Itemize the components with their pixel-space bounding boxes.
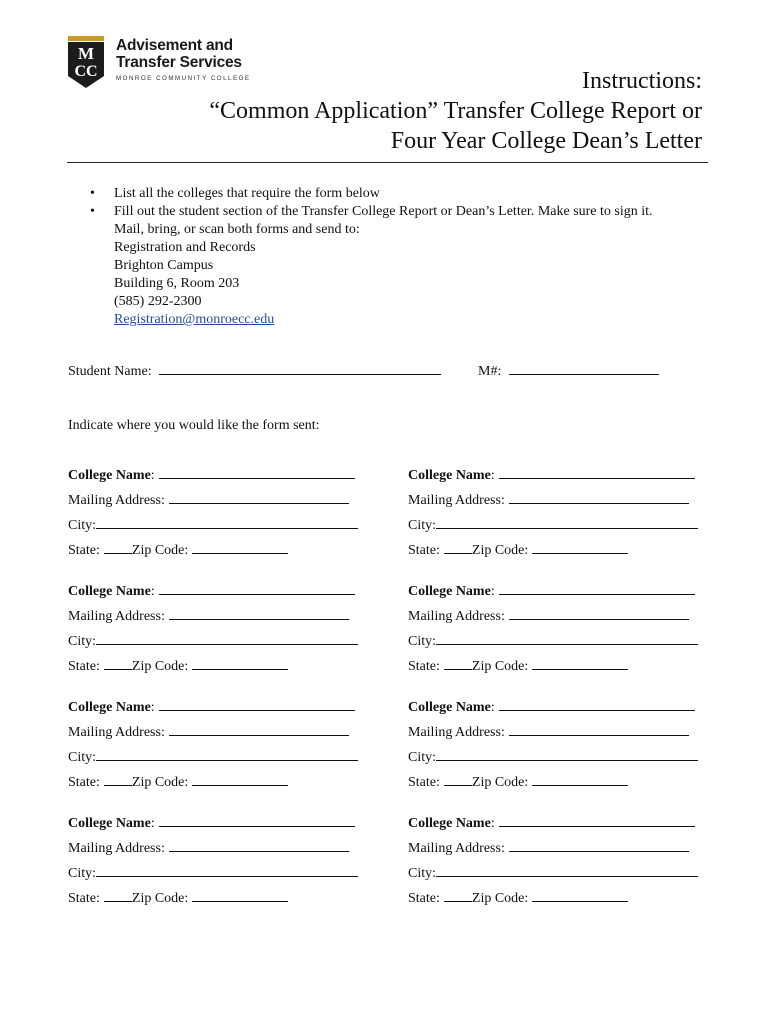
mailing-address-field[interactable] xyxy=(509,722,689,736)
college-name-label: College Name xyxy=(408,700,491,715)
logo-title-line1: Advisement and xyxy=(116,37,233,54)
mailing-address-label: Mailing Address: xyxy=(68,609,165,624)
logo-letters-bottom: CC xyxy=(74,63,98,80)
bullet-icon: • xyxy=(90,186,95,201)
page-title xyxy=(209,66,702,156)
zip-code-label: Zip Code: xyxy=(471,543,529,558)
state-label: State: xyxy=(68,775,100,790)
city-label: City: xyxy=(68,518,97,533)
zip-code-label: Zip Code: xyxy=(471,775,529,790)
state-label: State: xyxy=(68,659,100,674)
city-label: City: xyxy=(408,634,437,649)
phone-number: (585) 292-2300 xyxy=(114,294,202,309)
indicate-instruction: Indicate where you would like the form sent: xyxy=(68,418,320,433)
state-field[interactable] xyxy=(444,656,472,670)
college-name-label: College Name xyxy=(68,468,151,483)
college-name-field[interactable] xyxy=(499,465,695,479)
instruction-bullet-2 xyxy=(90,203,653,221)
instruction-text-2: Fill out the student section of the Transfer College Report or Dean’s Letter. Make sure to sign it. xyxy=(114,204,653,219)
student-name-label: Student Name: xyxy=(68,364,152,379)
college-name-colon: : xyxy=(490,468,495,483)
college-name-colon: : xyxy=(490,816,495,831)
city-field[interactable] xyxy=(96,863,358,877)
zip-code-field[interactable] xyxy=(532,772,628,786)
logo-letters-top: M xyxy=(77,44,95,63)
city-field[interactable] xyxy=(436,515,698,529)
instructions-list xyxy=(90,185,653,329)
state-label: State: xyxy=(408,891,440,906)
city-field[interactable] xyxy=(436,631,698,645)
zip-code-field[interactable] xyxy=(532,888,628,902)
title-line2: “Common Application” Transfer College Report or xyxy=(209,98,702,124)
college-name-field[interactable] xyxy=(499,813,695,827)
college-name-label: College Name xyxy=(408,816,491,831)
zip-code-field[interactable] xyxy=(192,772,288,786)
state-field[interactable] xyxy=(104,656,132,670)
mailing-address-label: Mailing Address: xyxy=(68,841,165,856)
college-name-field[interactable] xyxy=(499,697,695,711)
mailing-address-label: Mailing Address: xyxy=(68,725,165,740)
college-name-label: College Name xyxy=(408,468,491,483)
mcc-shield-icon xyxy=(68,36,104,88)
state-label: State: xyxy=(68,543,100,558)
college-name-colon: : xyxy=(490,700,495,715)
city-field[interactable] xyxy=(96,631,358,645)
zip-code-field[interactable] xyxy=(192,540,288,554)
college-name-field[interactable] xyxy=(159,465,355,479)
zip-code-label: Zip Code: xyxy=(131,891,189,906)
state-field[interactable] xyxy=(104,540,132,554)
title-line1: Instructions: xyxy=(582,68,702,94)
city-label: City: xyxy=(68,750,97,765)
city-field[interactable] xyxy=(96,515,358,529)
college-name-label: College Name xyxy=(68,584,151,599)
zip-code-label: Zip Code: xyxy=(131,775,189,790)
city-label: City: xyxy=(408,518,437,533)
state-label: State: xyxy=(408,775,440,790)
zip-code-field[interactable] xyxy=(192,656,288,670)
college-name-colon: : xyxy=(150,584,155,599)
mailing-address-label: Mailing Address: xyxy=(408,841,505,856)
mailing-address-field[interactable] xyxy=(169,838,349,852)
mailing-address-label: Mailing Address: xyxy=(408,493,505,508)
college-name-label: College Name xyxy=(68,816,151,831)
college-name-label: College Name xyxy=(68,700,151,715)
student-name-field[interactable] xyxy=(159,361,441,375)
logo-subtitle: MONROE COMMUNITY COLLEGE xyxy=(116,75,251,82)
state-field[interactable] xyxy=(444,888,472,902)
zip-code-field[interactable] xyxy=(532,656,628,670)
email-link[interactable]: Registration@monroecc.edu xyxy=(114,312,275,327)
address-line-2: Brighton Campus xyxy=(114,258,214,273)
instruction-bullet-1 xyxy=(90,185,653,203)
city-field[interactable] xyxy=(436,863,698,877)
address-line-3: Building 6, Room 203 xyxy=(114,276,240,291)
city-label: City: xyxy=(68,866,97,881)
city-field[interactable] xyxy=(436,747,698,761)
mailing-address-label: Mailing Address: xyxy=(408,609,505,624)
mailing-address-field[interactable] xyxy=(169,722,349,736)
zip-code-label: Zip Code: xyxy=(471,891,529,906)
college-name-colon: : xyxy=(490,584,495,599)
state-label: State: xyxy=(408,659,440,674)
state-label: State: xyxy=(68,891,100,906)
title-line3: Four Year College Dean’s Letter xyxy=(390,128,702,154)
college-name-field[interactable] xyxy=(159,581,355,595)
mailing-address-field[interactable] xyxy=(509,838,689,852)
mailing-address-label: Mailing Address: xyxy=(68,493,165,508)
mailing-address-field[interactable] xyxy=(509,490,689,504)
college-name-colon: : xyxy=(150,816,155,831)
state-field[interactable] xyxy=(444,540,472,554)
zip-code-label: Zip Code: xyxy=(131,659,189,674)
mailing-address-field[interactable] xyxy=(169,606,349,620)
logo-title-line2: Transfer Services xyxy=(116,54,242,71)
mail-instruction: Mail, bring, or scan both forms and send to: xyxy=(114,222,360,237)
state-field[interactable] xyxy=(104,772,132,786)
state-label: State: xyxy=(408,543,440,558)
zip-code-label: Zip Code: xyxy=(131,543,189,558)
m-number-field[interactable] xyxy=(509,361,659,375)
state-field[interactable] xyxy=(104,888,132,902)
mailing-address-field[interactable] xyxy=(169,490,349,504)
city-label: City: xyxy=(408,866,437,881)
address-line-1: Registration and Records xyxy=(114,240,256,255)
college-name-colon: : xyxy=(150,700,155,715)
college-name-field[interactable] xyxy=(159,697,355,711)
zip-code-field[interactable] xyxy=(532,540,628,554)
city-label: City: xyxy=(408,750,437,765)
m-number-label: M#: xyxy=(478,364,502,379)
college-name-field[interactable] xyxy=(159,813,355,827)
college-name-field[interactable] xyxy=(499,581,695,595)
student-info-row xyxy=(68,361,708,380)
city-label: City: xyxy=(68,634,97,649)
college-name-label: College Name xyxy=(408,584,491,599)
mailing-address-label: Mailing Address: xyxy=(408,725,505,740)
college-name-colon: : xyxy=(150,468,155,483)
state-field[interactable] xyxy=(444,772,472,786)
title-divider xyxy=(67,162,708,163)
bullet-icon: • xyxy=(90,204,95,219)
zip-code-field[interactable] xyxy=(192,888,288,902)
mailing-address-field[interactable] xyxy=(509,606,689,620)
city-field[interactable] xyxy=(96,747,358,761)
instruction-text-1: List all the colleges that require the form below xyxy=(114,186,380,201)
zip-code-label: Zip Code: xyxy=(471,659,529,674)
